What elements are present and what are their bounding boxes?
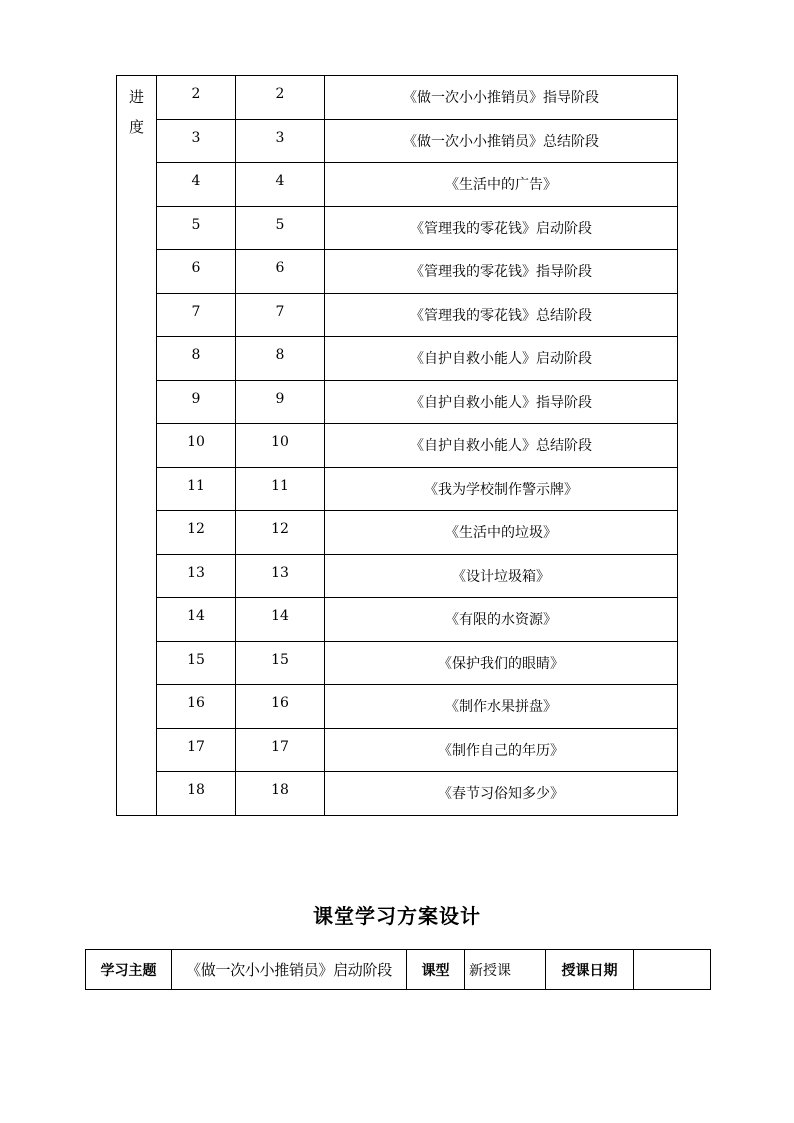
schedule-row xyxy=(117,511,678,555)
lesson-title: 《制作自己的年历》 xyxy=(325,728,678,772)
lesson-title: 《有限的水资源》 xyxy=(325,598,678,642)
lesson-number: 13 xyxy=(236,554,325,598)
lesson-number: 16 xyxy=(236,685,325,729)
lesson-number: 11 xyxy=(236,467,325,511)
lesson-number: 8 xyxy=(236,337,325,381)
progress-side-label xyxy=(117,76,157,816)
schedule-row xyxy=(117,250,678,294)
week-number: 14 xyxy=(157,598,236,642)
lesson-number: 12 xyxy=(236,511,325,555)
lesson-title: 《管理我的零花钱》总结阶段 xyxy=(325,293,678,337)
schedule-row xyxy=(117,598,678,642)
week-number: 6 xyxy=(157,250,236,294)
lesson-number: 10 xyxy=(236,424,325,468)
week-number: 3 xyxy=(157,119,236,163)
lesson-title: 《保护我们的眼睛》 xyxy=(325,641,678,685)
teaching-date-value xyxy=(634,950,711,990)
progress-side-char: 度 xyxy=(128,118,144,136)
lesson-title: 《自护自救小能人》启动阶段 xyxy=(325,337,678,381)
week-number: 13 xyxy=(157,554,236,598)
lesson-title: 《管理我的零花钱》启动阶段 xyxy=(325,206,678,250)
week-number: 8 xyxy=(157,337,236,381)
topic-label: 学习主题 xyxy=(86,950,172,990)
lesson-number: 4 xyxy=(236,163,325,207)
teaching-date-label: 授课日期 xyxy=(546,950,634,990)
lesson-title: 《制作水果拼盘》 xyxy=(325,685,678,729)
week-number: 11 xyxy=(157,467,236,511)
lesson-title: 《自护自救小能人》总结阶段 xyxy=(325,424,678,468)
lesson-title: 《我为学校制作警示牌》 xyxy=(325,467,678,511)
lesson-type-label: 课型 xyxy=(407,950,465,990)
schedule-row xyxy=(117,554,678,598)
lesson-number: 14 xyxy=(236,598,325,642)
week-number: 4 xyxy=(157,163,236,207)
lesson-number: 6 xyxy=(236,250,325,294)
schedule-row xyxy=(117,467,678,511)
topic-value: 《做一次小小推销员》启动阶段 xyxy=(172,950,407,990)
schedule-row xyxy=(117,206,678,250)
schedule-row xyxy=(117,76,678,120)
week-number: 5 xyxy=(157,206,236,250)
lesson-number: 18 xyxy=(236,772,325,816)
lesson-number: 5 xyxy=(236,206,325,250)
week-number: 10 xyxy=(157,424,236,468)
week-number: 2 xyxy=(157,76,236,120)
schedule-row xyxy=(117,641,678,685)
schedule-row xyxy=(117,772,678,816)
lesson-number: 7 xyxy=(236,293,325,337)
schedule-row xyxy=(117,424,678,468)
schedule-row xyxy=(117,380,678,424)
lesson-type-value: 新授课 xyxy=(465,950,546,990)
lesson-title: 《管理我的零花钱》指导阶段 xyxy=(325,250,678,294)
progress-side-char: 进 xyxy=(128,88,144,106)
plan-info-row xyxy=(86,950,711,990)
schedule-row xyxy=(117,728,678,772)
week-number: 15 xyxy=(157,641,236,685)
plan-title: 课堂学习方案设计 xyxy=(313,904,481,928)
schedule-row xyxy=(117,119,678,163)
week-number: 18 xyxy=(157,772,236,816)
lesson-number: 2 xyxy=(236,76,325,120)
lesson-number: 17 xyxy=(236,728,325,772)
lesson-title: 《生活中的广告》 xyxy=(325,163,678,207)
plan-info-table xyxy=(85,949,711,990)
schedule-row xyxy=(117,337,678,381)
week-number: 9 xyxy=(157,380,236,424)
lesson-number: 9 xyxy=(236,380,325,424)
schedule-row xyxy=(117,293,678,337)
lesson-title: 《自护自救小能人》指导阶段 xyxy=(325,380,678,424)
schedule-row xyxy=(117,163,678,207)
lesson-title: 《做一次小小推销员》总结阶段 xyxy=(325,119,678,163)
lesson-title: 《做一次小小推销员》指导阶段 xyxy=(325,76,678,120)
lesson-title: 《春节习俗知多少》 xyxy=(325,772,678,816)
lesson-number: 3 xyxy=(236,119,325,163)
lesson-title: 《设计垃圾箱》 xyxy=(325,554,678,598)
week-number: 16 xyxy=(157,685,236,729)
lesson-title: 《生活中的垃圾》 xyxy=(325,511,678,555)
week-number: 7 xyxy=(157,293,236,337)
schedule-body xyxy=(117,76,678,816)
week-number: 17 xyxy=(157,728,236,772)
schedule-table xyxy=(116,75,678,816)
week-number: 12 xyxy=(157,511,236,555)
schedule-row xyxy=(117,685,678,729)
lesson-number: 15 xyxy=(236,641,325,685)
